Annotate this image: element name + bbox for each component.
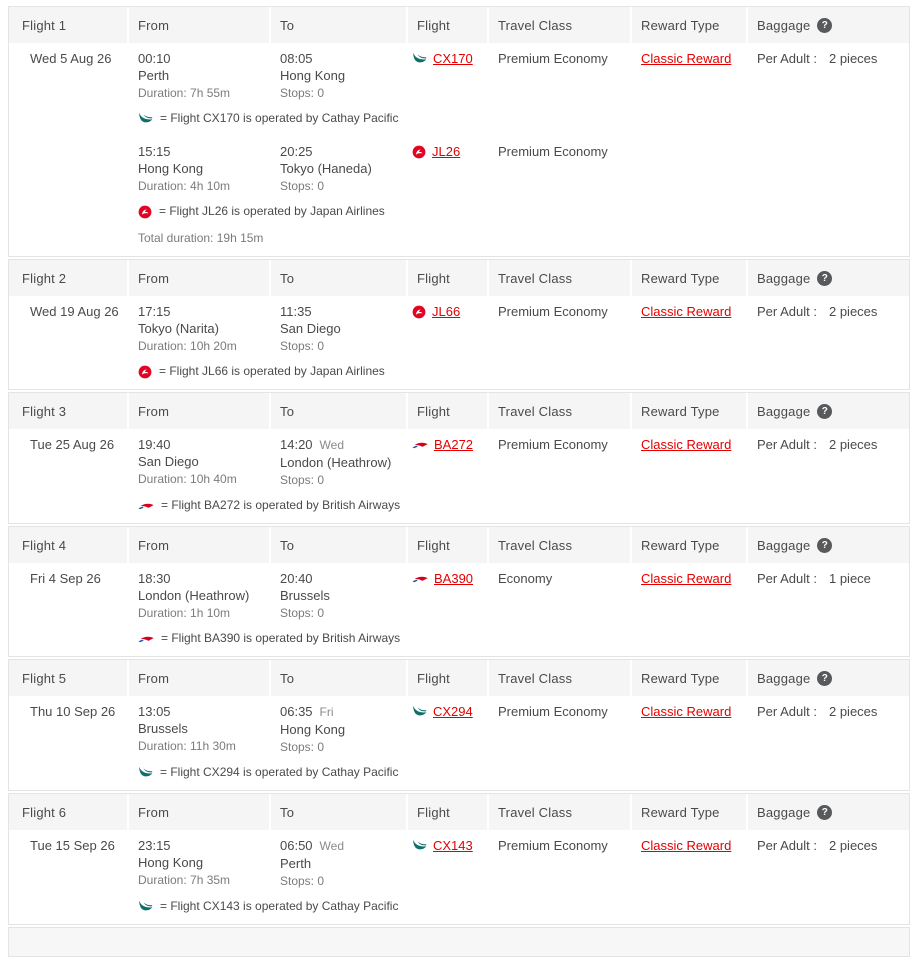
column-header-baggage	[748, 527, 909, 563]
column-header-label: Travel Class	[498, 538, 573, 553]
column-header-label: Reward Type	[641, 538, 720, 553]
flight-segment	[9, 51, 909, 101]
operated-by-text: = Flight JL26 is operated by Japan Airlines	[159, 204, 385, 218]
flight-date: Tue 15 Sep 26	[30, 838, 115, 853]
departure-time: 17:15	[138, 304, 171, 319]
column-header-label: Baggage	[757, 805, 811, 820]
arrival-time: 11:35	[280, 304, 312, 319]
column-header-label: Travel Class	[498, 671, 573, 686]
column-header-baggage	[748, 260, 909, 296]
baggage-help-icon[interactable]: ?	[817, 404, 832, 419]
flight-section	[8, 526, 910, 657]
reward-type-cell	[632, 571, 748, 586]
column-header-travel-class	[489, 527, 632, 563]
column-header-baggage	[748, 660, 909, 696]
arrival-stops: Stops: 0	[280, 740, 325, 754]
reward-type-link[interactable]: Classic Reward	[641, 437, 732, 452]
departure-duration: Duration: 7h 35m	[138, 873, 231, 887]
footer-bar	[8, 927, 910, 957]
baggage-cell	[748, 304, 909, 319]
arrival-stops: Stops: 0	[280, 606, 325, 620]
column-header-label: From	[138, 271, 170, 286]
column-header-label: From	[138, 538, 170, 553]
column-header-label: Baggage	[757, 404, 811, 419]
departure-time: 23:15	[138, 838, 171, 853]
column-header-label: Flight	[417, 18, 450, 33]
british-airways-icon	[412, 574, 428, 584]
flight-date: Tue 25 Aug 26	[30, 437, 115, 452]
baggage-cell	[748, 704, 909, 719]
operated-by-note	[138, 204, 909, 219]
operated-by-note	[138, 111, 909, 126]
section-body	[9, 563, 909, 656]
flight-date: Thu 10 Sep 26	[30, 704, 116, 719]
flight-date-cell	[9, 571, 129, 586]
baggage-per-adult-label: Per Adult :	[757, 437, 817, 452]
column-header-flight-group: Flight 1	[9, 7, 129, 43]
flight-number-cell	[408, 304, 489, 319]
departure-time: 18:30	[138, 571, 171, 586]
arrival-time-line	[280, 304, 408, 319]
baggage-cell	[748, 51, 909, 66]
departure-city: Tokyo (Narita)	[138, 321, 219, 336]
departure-time: 13:05	[138, 704, 171, 719]
baggage-per-adult-label: Per Adult :	[757, 838, 817, 853]
departure-duration: Duration: 7h 55m	[138, 86, 231, 100]
column-header-label: Travel Class	[498, 404, 573, 419]
arrival-stops: Stops: 0	[280, 86, 325, 100]
column-header-label: From	[138, 18, 170, 33]
baggage-help-icon[interactable]: ?	[817, 271, 832, 286]
column-header-from	[129, 260, 271, 296]
flight-section	[8, 392, 910, 524]
section-header-row	[9, 7, 909, 43]
flight-number-link[interactable]: CX170	[433, 51, 473, 66]
british-airways-icon	[138, 634, 154, 644]
reward-type-link[interactable]: Classic Reward	[641, 51, 732, 66]
column-header-to	[271, 660, 408, 696]
cathay-pacific-icon	[412, 52, 427, 65]
flight-section	[8, 259, 910, 390]
departure-city: Hong Kong	[138, 855, 204, 870]
flight-segment	[9, 437, 909, 488]
section-body	[9, 830, 909, 924]
column-header-label: Travel Class	[498, 805, 573, 820]
column-header-travel-class	[489, 660, 632, 696]
travel-class: Economy	[498, 571, 553, 586]
arrival-cell	[271, 51, 408, 101]
column-header-label: Reward Type	[641, 805, 720, 820]
column-header-flight	[408, 7, 489, 43]
section-header-row	[9, 260, 909, 296]
operated-by-text: = Flight BA272 is operated by British Airways	[161, 498, 401, 512]
departure-time: 00:10	[138, 51, 171, 66]
reward-type-link[interactable]: Classic Reward	[641, 704, 732, 719]
column-header-reward-type	[632, 660, 748, 696]
arrival-city: Hong Kong	[280, 722, 346, 737]
japan-airlines-icon	[138, 365, 152, 379]
baggage-pieces: 1 piece	[828, 571, 871, 586]
flight-number-cell	[408, 144, 489, 159]
travel-class: Premium Economy	[498, 144, 608, 159]
flight-date: Wed 19 Aug 26	[30, 304, 119, 319]
arrival-time: 06:50	[280, 838, 313, 853]
column-header-from	[129, 393, 271, 429]
flight-section	[8, 6, 910, 257]
operated-by-note	[138, 765, 909, 780]
section-header-row	[9, 794, 909, 830]
column-header-label: Baggage	[757, 538, 811, 553]
departure-cell	[129, 304, 271, 354]
operated-by-note	[138, 498, 909, 513]
arrival-city: Tokyo (Haneda)	[280, 161, 372, 176]
column-header-from	[129, 7, 271, 43]
column-header-label: Flight	[417, 538, 450, 553]
column-header-flight-group: Flight 6	[9, 794, 129, 830]
flight-date-cell	[9, 437, 129, 452]
reward-type-cell	[632, 704, 748, 719]
reward-type-link[interactable]: Classic Reward	[641, 571, 732, 586]
departure-city: Perth	[138, 68, 170, 83]
reward-type-cell	[632, 51, 748, 66]
baggage-per-adult-label: Per Adult :	[757, 704, 817, 719]
column-header-flight	[408, 660, 489, 696]
arrival-stops: Stops: 0	[280, 473, 325, 487]
column-header-label: Flight	[417, 404, 450, 419]
column-header-label: Travel Class	[498, 18, 573, 33]
departure-time: 15:15	[138, 144, 171, 159]
section-body	[9, 296, 909, 389]
arrival-day: Wed	[319, 438, 345, 452]
arrival-city: San Diego	[280, 321, 341, 336]
flight-number-link[interactable]: JL26	[432, 144, 461, 159]
arrival-time-line	[280, 437, 408, 453]
arrival-city: Perth	[280, 856, 312, 871]
baggage-per-adult-label: Per Adult :	[757, 304, 817, 319]
column-header-label: Flight	[417, 805, 450, 820]
column-header-to	[271, 393, 408, 429]
arrival-cell	[271, 704, 408, 755]
flight-sections	[8, 6, 910, 925]
baggage-pieces: 2 pieces	[828, 51, 878, 66]
reward-type-link[interactable]: Classic Reward	[641, 304, 732, 319]
section-body	[9, 429, 909, 523]
baggage-help-icon[interactable]: ?	[817, 671, 832, 686]
column-header-label: To	[280, 404, 295, 419]
arrival-time: 20:25	[280, 144, 313, 159]
column-header-baggage	[748, 393, 909, 429]
flight-section	[8, 659, 910, 791]
column-header-flight	[408, 794, 489, 830]
departure-city: Hong Kong	[138, 161, 204, 176]
column-header-to	[271, 527, 408, 563]
flight-date-cell	[9, 51, 129, 66]
departure-cell	[129, 838, 271, 888]
column-header-flight	[408, 260, 489, 296]
travel-class: Premium Economy	[498, 51, 608, 66]
arrival-stops: Stops: 0	[280, 339, 325, 353]
baggage-per-adult-label: Per Adult :	[757, 51, 817, 66]
column-header-to	[271, 794, 408, 830]
departure-duration: Duration: 4h 10m	[138, 179, 231, 193]
departure-city: London (Heathrow)	[138, 588, 250, 603]
flight-segment	[9, 144, 909, 194]
column-header-from	[129, 794, 271, 830]
flight-number-cell	[408, 704, 489, 719]
flight-number-cell	[408, 571, 489, 586]
column-header-label: Flight	[417, 271, 450, 286]
arrival-stops: Stops: 0	[280, 179, 325, 193]
cathay-pacific-icon	[412, 705, 427, 718]
departure-cell	[129, 144, 271, 194]
column-header-baggage	[748, 7, 909, 43]
column-header-reward-type	[632, 527, 748, 563]
section-body	[9, 696, 909, 790]
operated-by-text: = Flight CX143 is operated by Cathay Pacific	[160, 899, 399, 913]
baggage-pieces: 2 pieces	[828, 838, 878, 853]
baggage-pieces: 2 pieces	[828, 704, 878, 719]
flight-date: Fri 4 Sep 26	[30, 571, 101, 586]
column-header-travel-class	[489, 794, 632, 830]
arrival-cell	[271, 838, 408, 889]
departure-city: San Diego	[138, 454, 199, 469]
arrival-time: 20:40	[280, 571, 313, 586]
arrival-city: London (Heathrow)	[280, 455, 392, 470]
column-header-flight-group: Flight 3	[9, 393, 129, 429]
cathay-pacific-icon	[412, 839, 427, 852]
departure-cell	[129, 571, 271, 621]
section-body	[9, 43, 909, 256]
section-header-row	[9, 527, 909, 563]
british-airways-icon	[412, 440, 428, 450]
arrival-day: Wed	[319, 839, 345, 853]
arrival-time-line	[280, 838, 408, 854]
column-header-label: To	[280, 18, 295, 33]
baggage-help-icon[interactable]: ?	[817, 18, 832, 33]
arrival-cell	[271, 437, 408, 488]
travel-class: Premium Economy	[498, 437, 608, 452]
column-header-flight-group: Flight 4	[9, 527, 129, 563]
column-header-reward-type	[632, 260, 748, 296]
flight-section	[8, 793, 910, 925]
column-header-from	[129, 660, 271, 696]
operated-by-text: = Flight JL66 is operated by Japan Airlines	[159, 364, 385, 378]
flight-segment	[9, 838, 909, 889]
flight-number-link[interactable]: CX143	[433, 838, 473, 853]
baggage-cell	[748, 571, 909, 586]
flight-date: Wed 5 Aug 26	[30, 51, 112, 66]
travel-class: Premium Economy	[498, 838, 608, 853]
flight-segment	[9, 304, 909, 354]
flight-number-link[interactable]: CX294	[433, 704, 473, 719]
departure-cell	[129, 437, 271, 487]
cathay-pacific-icon	[138, 766, 153, 779]
arrival-cell	[271, 144, 408, 194]
baggage-pieces: 2 pieces	[828, 437, 878, 452]
operated-by-text: = Flight BA390 is operated by British Airways	[161, 631, 401, 645]
reward-type-link[interactable]: Classic Reward	[641, 838, 732, 853]
arrival-cell	[271, 571, 408, 621]
operated-by-text: = Flight CX170 is operated by Cathay Pacific	[160, 111, 399, 125]
cathay-pacific-icon	[138, 900, 153, 913]
arrival-time-line	[280, 571, 408, 586]
column-header-label: Flight	[417, 671, 450, 686]
column-header-label: To	[280, 538, 295, 553]
travel-class: Premium Economy	[498, 704, 608, 719]
column-header-label: Travel Class	[498, 271, 573, 286]
british-airways-icon	[138, 501, 154, 511]
flight-number-link[interactable]: BA272	[434, 437, 474, 452]
baggage-cell	[748, 437, 909, 452]
column-header-label: From	[138, 404, 170, 419]
reward-type-cell	[632, 304, 748, 319]
arrival-day: Fri	[319, 705, 334, 719]
cathay-pacific-icon	[138, 112, 153, 125]
arrival-stops: Stops: 0	[280, 874, 325, 888]
departure-duration: Duration: 10h 20m	[138, 339, 237, 353]
arrival-time-line	[280, 144, 408, 159]
column-header-travel-class	[489, 7, 632, 43]
arrival-time-line	[280, 51, 408, 66]
operated-by-text: = Flight CX294 is operated by Cathay Pacific	[160, 765, 399, 779]
column-header-label: Reward Type	[641, 404, 720, 419]
arrival-city: Hong Kong	[280, 68, 346, 83]
flight-date-cell	[9, 838, 129, 853]
flight-number-cell	[408, 437, 489, 452]
departure-duration: Duration: 10h 40m	[138, 472, 237, 486]
arrival-time-line	[280, 704, 408, 720]
total-duration: Total duration: 19h 15m	[138, 231, 264, 245]
column-header-reward-type	[632, 7, 748, 43]
arrival-cell	[271, 304, 408, 354]
column-header-travel-class	[489, 393, 632, 429]
column-header-label: Baggage	[757, 671, 811, 686]
column-header-label: Baggage	[757, 271, 811, 286]
arrival-time: 08:05	[280, 51, 313, 66]
departure-time: 19:40	[138, 437, 171, 452]
departure-city: Brussels	[138, 721, 188, 736]
baggage-help-icon[interactable]: ?	[817, 538, 832, 553]
departure-cell	[129, 704, 271, 754]
column-header-flight-group: Flight 5	[9, 660, 129, 696]
column-header-flight	[408, 527, 489, 563]
flight-number-link[interactable]: JL66	[432, 304, 461, 319]
operated-by-note	[138, 364, 909, 379]
column-header-reward-type	[632, 393, 748, 429]
flight-date-cell	[9, 304, 129, 319]
column-header-label: From	[138, 671, 170, 686]
baggage-pieces: 2 pieces	[828, 304, 878, 319]
departure-duration: Duration: 1h 10m	[138, 606, 231, 620]
column-header-reward-type	[632, 794, 748, 830]
travel-class: Premium Economy	[498, 304, 608, 319]
column-header-label: To	[280, 671, 295, 686]
arrival-time: 06:35	[280, 704, 313, 719]
column-header-to	[271, 260, 408, 296]
column-header-label: Reward Type	[641, 18, 720, 33]
baggage-cell	[748, 838, 909, 853]
baggage-help-icon[interactable]: ?	[817, 805, 832, 820]
departure-cell	[129, 51, 271, 101]
reward-type-cell	[632, 838, 748, 853]
operated-by-note	[138, 899, 909, 914]
column-header-label: From	[138, 805, 170, 820]
japan-airlines-icon	[412, 305, 426, 319]
flight-number-cell	[408, 51, 489, 66]
flight-number-link[interactable]: BA390	[434, 571, 474, 586]
reward-type-cell	[632, 437, 748, 452]
japan-airlines-icon	[138, 205, 152, 219]
departure-duration: Duration: 11h 30m	[138, 739, 236, 753]
flight-segment	[9, 571, 909, 621]
column-header-to	[271, 7, 408, 43]
japan-airlines-icon	[412, 145, 426, 159]
flight-date-cell	[9, 704, 129, 719]
column-header-label: To	[280, 805, 295, 820]
flight-segment	[9, 704, 909, 755]
column-header-label: Baggage	[757, 18, 811, 33]
baggage-per-adult-label: Per Adult :	[757, 571, 817, 586]
column-header-label: To	[280, 271, 295, 286]
arrival-time: 14:20	[280, 437, 313, 452]
column-header-from	[129, 527, 271, 563]
column-header-label: Reward Type	[641, 271, 720, 286]
column-header-baggage	[748, 794, 909, 830]
column-header-label: Reward Type	[641, 671, 720, 686]
flight-number-cell	[408, 838, 489, 853]
column-header-flight	[408, 393, 489, 429]
section-header-row	[9, 393, 909, 429]
column-header-travel-class	[489, 260, 632, 296]
operated-by-note	[138, 631, 909, 646]
column-header-flight-group: Flight 2	[9, 260, 129, 296]
section-header-row	[9, 660, 909, 696]
arrival-city: Brussels	[280, 588, 330, 603]
